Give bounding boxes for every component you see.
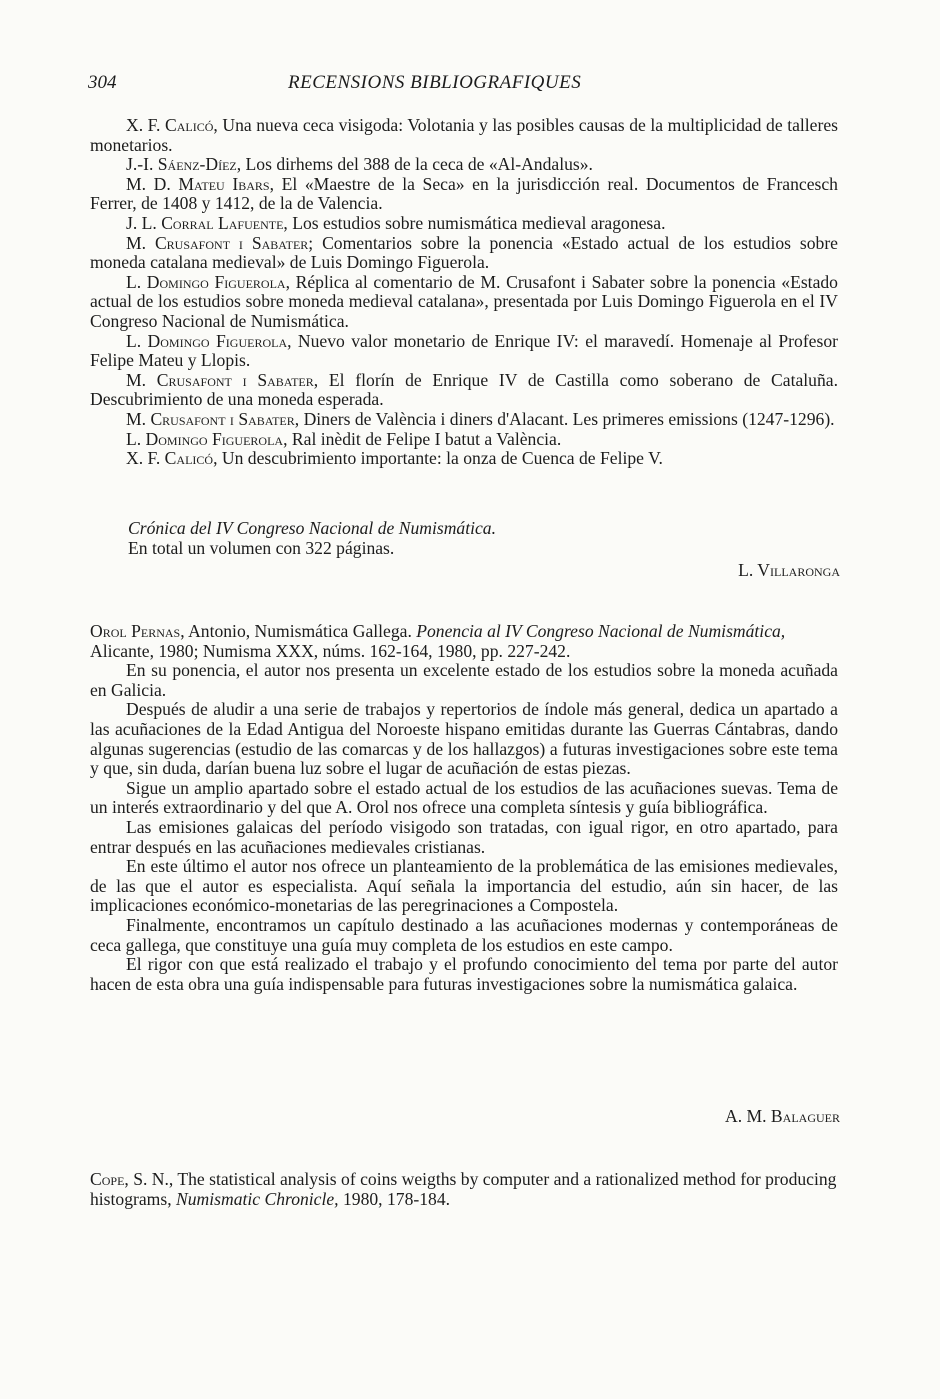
entry-author: M. Crusafont i Sabater,: [126, 408, 300, 429]
entry-author: J. L. Corral Lafuente,: [126, 212, 288, 233]
reviewer-signature: A. M. Balaguer: [724, 1106, 840, 1126]
review-heading: [90, 1170, 838, 1209]
list-item: [90, 371, 838, 410]
review-paragraph: En su ponencia, el autor nos presenta un excelente estado de los estudios sobre la moneda acuñada en Galicia.: [90, 660, 838, 700]
review-heading-italic: Numismatic Chronicle,: [176, 1188, 339, 1209]
list-item: [90, 155, 838, 175]
list-item: [90, 234, 838, 273]
review-heading-text: Antonio, Numismática Gallega.: [184, 621, 417, 641]
entry-title: Los estudios sobre numismática medieval aragonesa.: [287, 212, 666, 233]
list-item: [90, 332, 838, 371]
entry-author: J.-I. Sáenz-Díez,: [126, 154, 242, 175]
entry-title: Ral inèdit de Felipe I batut a València.: [287, 428, 562, 449]
review-heading: [90, 622, 838, 661]
entry-title: Una nueva ceca visigoda: Volotania y las posibles causas de la multiplicidad de talleres monetarios.: [90, 115, 838, 155]
review-paragraph: En este último el autor nos ofrece un planteamiento de la problemática de las emisiones medievales, de las que el autor es especialista. Aquí señala la importancia del estudio, aún sin hacer, de las implicaciones económico-monetarias de las peregrinaciones a Compostela.: [90, 856, 838, 916]
review-author: Cope, S. N.,: [90, 1169, 174, 1189]
list-item: [90, 116, 838, 155]
entry-title: Diners de València i diners d'Alacant. Les primeres emissions (1247-1296).: [299, 408, 835, 429]
entry-author: L. Domingo Figuerola,: [126, 428, 288, 449]
list-item: [90, 214, 838, 234]
list-item: [90, 449, 838, 469]
reviewer-signature: L. Villaronga: [738, 560, 840, 580]
list-item: [90, 410, 838, 430]
review-paragraph: Después de aludir a una serie de trabajos y repertorios de índole más general, dedica un apartado a las acuñaciones de la Edad Antigua del Noroeste hispano emitidas durante las Guerras Cántabras, dando algunas sugerencias (estudio de las comarcas y de los hallazgos) a futuras investigaciones sobre este tema y que, sin duda, darían buena luz sobre el lugar de acuñación de estas piezas.: [90, 699, 838, 779]
entry-author: L. Domingo Figuerola,: [126, 271, 290, 292]
entry-author: M. Crusafont i Sabater;: [126, 232, 314, 253]
entry-title: Réplica al comentario de M. Crusafont i Sabater sobre la ponencia «Estado actual de los estudios sobre moneda medieval catalana», presentada por Luis Domingo Figuerola en el IV Congreso Nacional de Numismática.: [90, 271, 838, 331]
review-paragraph: Finalmente, encontramos un capítulo destinado a las acuñaciones modernas y contemporáneas de ceca gallega, que constituye una guía muy completa de los estudios en este campo.: [90, 914, 838, 955]
entry-title: El «Maestre de la Seca» en la jurisdicción real. Documentos de Francesch Ferrer, de 1408 y 1412, de la de Valencia.: [90, 173, 838, 214]
review-heading-tail: 1980, 178-184.: [338, 1188, 451, 1209]
entry-title: Comentarios sobre la ponencia «Estado actual de los estudios sobre moneda catalana medieval» de Luis Domingo Figuerola.: [90, 232, 838, 273]
list-item: [90, 273, 838, 332]
review-cope: [90, 1170, 838, 1209]
list-item: [90, 430, 838, 450]
entry-author: L. Domingo Figuerola,: [126, 330, 292, 351]
contents-list: [90, 116, 838, 469]
review-orol: [90, 622, 838, 994]
review-heading-italic: Ponencia al IV Congreso Nacional de Numismática,: [416, 621, 786, 641]
review-heading-text: The statistical analysis of coins weigths by computer and a rationalized method for producing histograms,: [90, 1169, 837, 1209]
entry-author: M. Crusafont i Sabater,: [126, 369, 319, 390]
publication-title: Crónica del IV Congreso Nacional de Numismática.: [128, 518, 496, 538]
page-header: [88, 72, 848, 102]
page-number: 304: [88, 72, 117, 93]
running-head: RECENSIONS BIBLIOGRAFIQUES: [288, 72, 582, 93]
review-paragraph: Sigue un amplio apartado sobre el estado actual de los estudios de las acuñaciones suevas. Tema de un interés extraordinario y del que A. Orol nos ofrece una completa síntesis y guía bibliográfica.: [90, 777, 838, 818]
publication-info: [90, 519, 838, 558]
entry-author: X. F. Calicó,: [126, 115, 218, 135]
entry-author: X. F. Calicó,: [126, 448, 218, 469]
list-item: [90, 175, 838, 214]
publication-note: En total un volumen con 322 páginas.: [128, 537, 395, 558]
review-paragraph: El rigor con que está realizado el trabajo y el profundo conocimiento del tema por parte del autor hacen de esta obra una guía indispensable para futuras investigaciones sobre la numismática galaica.: [90, 954, 838, 994]
entry-author: M. D. Mateu Ibars,: [126, 173, 274, 194]
entry-title: Nuevo valor monetario de Enrique IV: el maravedí. Homenaje al Profesor Felipe Mateu y Llopis.: [90, 330, 838, 371]
entry-title: Un descubrimiento importante: la onza de Cuenca de Felipe V.: [217, 448, 663, 469]
review-author: Orol Pernas,: [90, 621, 185, 641]
entry-title: El florín de Enrique IV de Castilla como soberano de Cataluña. Descubrimiento de una moneda esperada.: [90, 369, 838, 410]
review-paragraph: Las emisiones galaicas del período visigodo son tratadas, con igual rigor, en otro apartado, para entrar después en las acuñaciones medievales cristianas.: [90, 816, 838, 857]
review-heading-tail: Alicante, 1980; Numisma XXX, núms. 162-164, 1980, pp. 227-242.: [90, 640, 571, 661]
entry-title: Los dirhems del 388 de la ceca de «Al-Andalus».: [241, 154, 593, 175]
